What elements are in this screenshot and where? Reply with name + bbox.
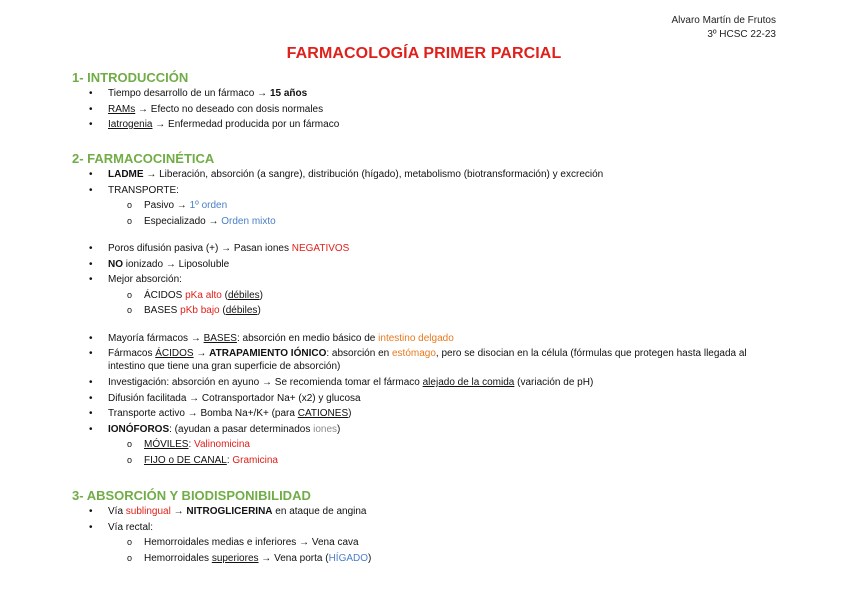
list-item: • RAMs → Efecto no deseado con dosis normales: [72, 102, 772, 118]
document-title: FARMACOLOGÍA PRIMER PARCIAL: [286, 45, 562, 62]
author-course: 3º HCSC 22-23: [707, 29, 776, 40]
section-list: [72, 167, 772, 468]
section-heading: 2- FARMACOCINÉTICA: [72, 151, 215, 166]
list-subitem: o BASES pKb bajo (débiles): [72, 303, 772, 319]
section-heading: 1- INTRODUCCIÓN: [72, 70, 189, 85]
list-item: • NO ionizado → Liposoluble: [72, 257, 772, 273]
spacer: [72, 229, 772, 241]
list-item: • LADME → Liberación, absorción (a sangre), distribución (hígado), metabolismo (biotransformación) y excreción: [72, 167, 772, 183]
list-item: • Iatrogenia → Enfermedad producida por un fármaco: [72, 117, 772, 133]
list-subitem: o FIJO o DE CANAL: Gramicina: [72, 453, 772, 469]
list-item: • TRANSPORTE:: [72, 183, 772, 199]
list-item: • Mejor absorción:: [72, 272, 772, 288]
section-farmacocinetica: [72, 151, 772, 468]
list-subitem: o ÁCIDOS pKa alto (débiles): [72, 288, 772, 304]
list-item: • Poros difusión pasiva (+) → Pasan iones NEGATIVOS: [72, 241, 772, 257]
list-item: • Vía sublingual → NITROGLICERINA en ataque de angina: [72, 504, 772, 520]
spacer: [72, 319, 772, 331]
list-item: • Vía rectal:: [72, 520, 772, 536]
author-block: [672, 14, 776, 42]
section-heading: 3- ABSORCIÓN Y BIODISPONIBILIDAD: [72, 488, 311, 503]
section-absorcion-biodisponibilidad: [72, 488, 772, 566]
list-subitem: o Hemorroidales medias e inferiores → Vena cava: [72, 535, 772, 551]
list-item: • Mayoría fármacos → BASES: absorción en medio básico de intestino delgado: [72, 331, 772, 347]
list-item: • Difusión facilitada → Cotransportador Na+ (x2) y glucosa: [72, 391, 772, 407]
list-item: • IONÓFOROS: (ayudan a pasar determinados iones): [72, 422, 772, 438]
list-subitem: o Especializado → Orden mixto: [72, 214, 772, 230]
list-item: • Fármacos ÁCIDOS → ATRAPAMIENTO IÓNICO: absorción en estómago, pero se disocian en la célula (fórmulas que protegen hasta llegada al intestino que tiene una gran superficie de absorción): [72, 347, 772, 373]
list-item: • Investigación: absorción en ayuno → Se recomienda tomar el fármaco alejado de la comida (variación de pH): [72, 375, 772, 391]
list-item: • Transporte activo → Bomba Na+/K+ (para CATIONES): [72, 406, 772, 422]
list-item: • Tiempo desarrollo de un fármaco → 15 años: [72, 86, 772, 102]
list-subitem: o Pasivo → 1º orden: [72, 198, 772, 214]
section-list: [72, 86, 772, 133]
section-introduccion: [72, 70, 772, 133]
list-subitem: o Hemorroidales superiores → Vena porta (HÍGADO): [72, 551, 772, 567]
author-name: Alvaro Martín de Frutos: [671, 15, 776, 26]
list-subitem: o MÓVILES: Valinomicina: [72, 437, 772, 453]
section-list: [72, 504, 772, 566]
